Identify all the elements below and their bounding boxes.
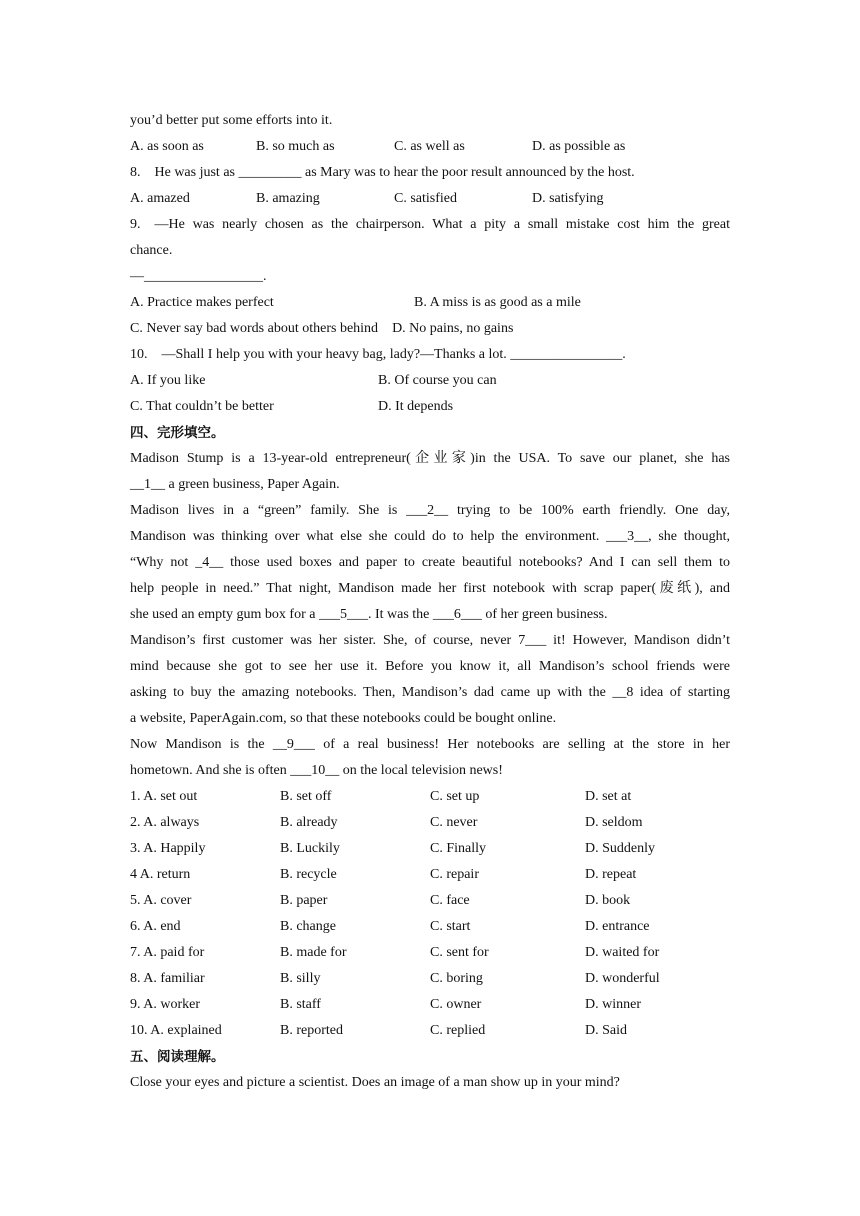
q8-option-b: B. amazing: [256, 191, 320, 206]
cloze-4-option-a: 4 A. return: [130, 867, 191, 882]
cloze-10-option-d: D. Said: [585, 1023, 627, 1038]
cloze-line-8: Mandison’s first customer was her sister. She, of course, never 7___ it! However, Mandison didn’t: [130, 633, 730, 648]
cloze-line-12: Now Mandison is the __9___ of a real business! Her notebooks are selling at the store in her: [130, 737, 730, 752]
q9-options-row2: [130, 316, 730, 342]
cloze-options-2: [130, 810, 730, 836]
q10-option-a: A. If you like: [130, 373, 206, 388]
cloze-1-option-d: D. set at: [585, 789, 632, 804]
q7-option-b: B. so much as: [256, 139, 335, 154]
cloze-line-4: Mandison was thinking over what else she could do to help the environment. ___3__, she thought,: [130, 529, 730, 544]
q9-stem-line2: chance.: [130, 243, 173, 258]
cloze-9-option-d: D. winner: [585, 997, 641, 1012]
cloze-7-option-b: B. made for: [280, 945, 347, 960]
cloze-6-option-d: D. entrance: [585, 919, 650, 934]
q7-option-d: D. as possible as: [532, 139, 626, 154]
q8-stem: 8. He was just as _________ as Mary was to hear the poor result announced by the host.: [130, 165, 635, 180]
cloze-3-option-d: D. Suddenly: [585, 841, 655, 856]
q8-option-c: C. satisfied: [394, 191, 457, 206]
cloze-options-5: [130, 888, 730, 914]
q10-option-d: D. It depends: [378, 399, 454, 414]
q10-option-c: C. That couldn’t be better: [130, 399, 274, 414]
cloze-options-6: [130, 914, 730, 940]
cloze-8-option-b: B. silly: [280, 971, 321, 986]
q8-option-d: D. satisfying: [532, 191, 604, 206]
cloze-line-3: Madison lives in a “green” family. She is ___2__ trying to be 100% earth friendly. One day,: [130, 503, 730, 518]
cloze-line-13: hometown. And she is often ___10__ on the local television news!: [130, 763, 503, 778]
cloze-6-option-b: B. change: [280, 919, 336, 934]
cloze-options-9: [130, 992, 730, 1018]
cloze-4-option-d: D. repeat: [585, 867, 637, 882]
cloze-2-option-c: C. never: [430, 815, 478, 830]
reading-line-1: Close your eyes and picture a scientist. Does an image of a man show up in your mind?: [130, 1075, 620, 1090]
q7-options: [130, 134, 730, 160]
cloze-9-option-a: 9. A. worker: [130, 997, 200, 1012]
cloze-options-8: [130, 966, 730, 992]
q9-option-d: D. No pains, no gains: [392, 321, 514, 336]
cloze-8-option-a: 8. A. familiar: [130, 971, 205, 986]
cloze-options-7: [130, 940, 730, 966]
q10-option-b: B. Of course you can: [378, 373, 497, 388]
q8-options: [130, 186, 730, 212]
cloze-5-option-b: B. paper: [280, 893, 328, 908]
cloze-options-3: [130, 836, 730, 862]
q10-options-row1: [130, 368, 730, 394]
cloze-1-option-c: C. set up: [430, 789, 480, 804]
cloze-3-option-a: 3. A. Happily: [130, 841, 206, 856]
cloze-2-option-d: D. seldom: [585, 815, 643, 830]
cloze-3-option-c: C. Finally: [430, 841, 487, 856]
cloze-line-9: mind because she got to see her use it. Before you know it, all Mandison’s school friends were: [130, 659, 730, 674]
cloze-heading: 四、完形填空。: [130, 425, 225, 441]
cloze-8-option-c: C. boring: [430, 971, 483, 986]
cloze-options-10: [130, 1018, 730, 1044]
q9-option-b: B. A miss is as good as a mile: [414, 295, 581, 310]
cloze-8-option-d: D. wonderful: [585, 971, 660, 986]
q7-tail: you’d better put some efforts into it.: [130, 113, 333, 128]
q8-option-a: A. amazed: [130, 191, 190, 206]
cloze-1-option-a: 1. A. set out: [130, 789, 198, 804]
cloze-options-1: [130, 784, 730, 810]
cloze-line-6: help people in need.” That night, Mandison made her first notebook with scrap paper(废纸), and: [130, 581, 730, 596]
q10-stem: 10. —Shall I help you with your heavy bag, lady?—Thanks a lot. ________________.: [130, 347, 626, 362]
page-content: [130, 108, 730, 1096]
cloze-line-1: Madison Stump is a 13-year-old entrepreneur(企业家)in the USA. To save our planet, she has: [130, 451, 730, 466]
cloze-7-option-a: 7. A. paid for: [130, 945, 205, 960]
q7-option-a: A. as soon as: [130, 139, 204, 154]
cloze-9-option-b: B. staff: [280, 997, 321, 1012]
cloze-3-option-b: B. Luckily: [280, 841, 340, 856]
cloze-line-2: __1__ a green business, Paper Again.: [130, 477, 340, 492]
cloze-6-option-a: 6. A. end: [130, 919, 181, 934]
cloze-7-option-d: D. waited for: [585, 945, 660, 960]
q9-option-a: A. Practice makes perfect: [130, 295, 274, 310]
cloze-line-11: a website, PaperAgain.com, so that these notebooks could be bought online.: [130, 711, 557, 726]
cloze-4-option-c: C. repair: [430, 867, 479, 882]
q7-option-c: C. as well as: [394, 139, 465, 154]
q9-option-c: C. Never say bad words about others behind: [130, 321, 379, 336]
q9-stem-line1: 9. —He was nearly chosen as the chairperson. What a pity a small mistake cost him the great: [130, 217, 730, 232]
cloze-7-option-c: C. sent for: [430, 945, 489, 960]
cloze-6-option-c: C. start: [430, 919, 471, 934]
q10-options-row2: [130, 394, 730, 420]
reading-heading: 五、阅读理解。: [130, 1049, 225, 1065]
cloze-line-5: “Why not _4__ those used boxes and paper to create beautiful notebooks? And I can sell them to: [130, 555, 730, 570]
cloze-10-option-b: B. reported: [280, 1023, 343, 1038]
cloze-1-option-b: B. set off: [280, 789, 332, 804]
cloze-9-option-c: C. owner: [430, 997, 482, 1012]
cloze-2-option-a: 2. A. always: [130, 815, 200, 830]
q9-options-row1: [130, 290, 730, 316]
cloze-2-option-b: B. already: [280, 815, 338, 830]
cloze-5-option-c: C. face: [430, 893, 470, 908]
cloze-5-option-a: 5. A. cover: [130, 893, 192, 908]
cloze-10-option-c: C. replied: [430, 1023, 486, 1038]
cloze-options-4: [130, 862, 730, 888]
cloze-4-option-b: B. recycle: [280, 867, 337, 882]
cloze-line-10: asking to buy the amazing notebooks. Then, Mandison’s dad came up with the __8 idea of starting: [130, 685, 730, 700]
cloze-10-option-a: 10. A. explained: [130, 1023, 222, 1038]
q9-blank: —_________________.: [130, 269, 267, 284]
cloze-line-7: she used an empty gum box for a ___5___. It was the ___6___ of her green business.: [130, 607, 608, 622]
cloze-5-option-d: D. book: [585, 893, 631, 908]
